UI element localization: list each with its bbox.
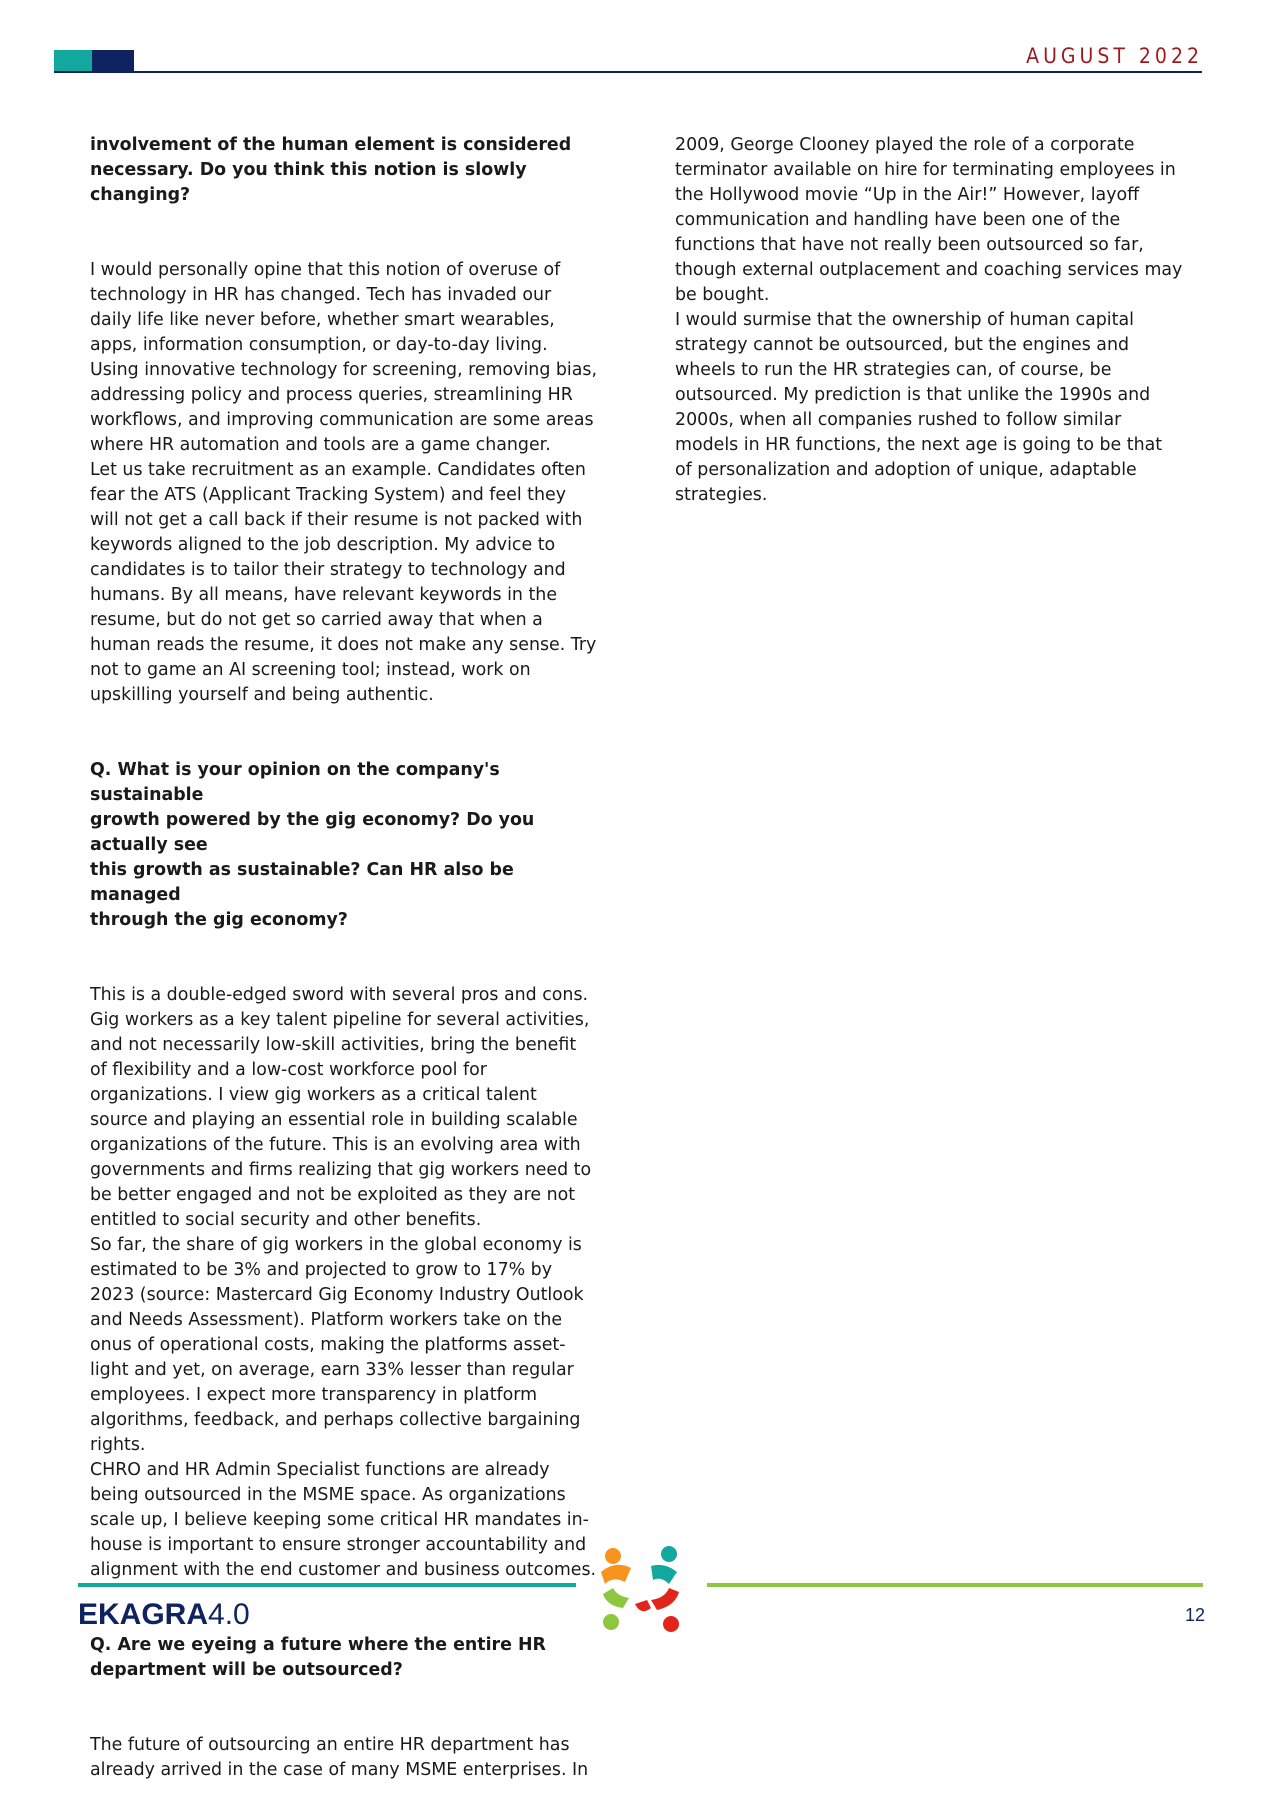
left-column (90, 108, 610, 1808)
answer-2: This is a double-edged sword with several pros and cons. Gig workers as a key talent pipeline for several activities, and not necessarily low-skill activities, bring the benefit of flexibility and a low-cost workforce pool for organizations. I view gig workers as a critical talent source and playing an essential role in building scalable organizations of the future. This is an evolving area with governments and firms realizing that gig workers need to be better engaged and not be exploited as they are not entitled to social security and other benefits. So far, the share of gig workers in the global economy is estimated to be 3% and projected to grow to 17% by 2023 (source: Mastercard Gig Economy Industry Outlook and Needs Assessment). Platform workers take on the onus of operational costs, making the platforms asset- light and yet, on average, earn 33% lesser than regular employees. I expect more transparency in platform algorithms, feedback, and perhaps collective bargaining rights. CHRO and HR Admin Specialist functions are already being outsourced in the MSME space. As organizations scale up, I believe keeping some critical HR mandates in- house is important to ensure stronger accountability and alignment with the end customer and business outcomes. (90, 985, 597, 1580)
header-accent-teal (54, 50, 92, 72)
question-1-continuation: involvement of the human element is considered necessary. Do you think this notion is slowly changing? (90, 135, 572, 205)
page-number: 12 (1184, 1605, 1205, 1625)
answer-3-continuation: 2009, George Clooney played the role of a corporate terminator available on hire for terminating employees in the Hollywood movie “Up in the Air!” However, layoff communication and handling have been one of the functions that have not really been outsourced so far, though external outplacement and coaching services may be bought. I would surmise that the ownership of human capital strategy cannot be outsourced, but the engines and wheels to run the HR strategies can, of course, be outsourced. My prediction is that unlike the 1990s and 2000s, when all companies rushed to follow similar models in HR functions, the next age is going to be that of personalization and adoption of unique, adaptable strategies. (675, 135, 1183, 505)
footer-rule-green (707, 1583, 1203, 1587)
people-circle-logo-icon (595, 1542, 687, 1634)
question-3: Q. Are we eyeing a future where the entire HR department will be outsourced? (90, 1635, 546, 1680)
issue-date: AUGUST 2022 (1026, 44, 1203, 68)
brand-name: EKAGRA (78, 1598, 209, 1631)
header-rule (54, 71, 1202, 73)
brand-wordmark (78, 1598, 250, 1632)
header-accent-navy (92, 50, 134, 72)
footer-rule-teal (78, 1583, 576, 1587)
brand-version: 4.0 (208, 1598, 250, 1631)
answer-1: I would personally opine that this notion of overuse of technology in HR has changed. Tech has invaded our daily life like never before, whether smart wearables, apps, information consumption, or day-to-day living. Using innovative technology for screening, removing bias, addressing policy and process queries, streamlining HR workflows, and improving communication are some areas where HR automation and tools are a game changer. Let us take recruitment as an example. Candidates often fear the ATS (Applicant Tracking System) and feel they will not get a call back if their resume is not packed with keywords aligned to the job description. My advice to candidates is to tailor their strategy to technology and humans. By all means, have relevant keywords in the resume, but do not get so carried away that when a human reads the resume, it does not make any sense. Try not to game an AI screening tool; instead, work on upskilling yourself and being authentic. (90, 260, 598, 705)
right-column (675, 108, 1215, 533)
question-2: Q. What is your opinion on the company's sustainable growth powered by the gig economy? Do you actually see this growth as sustainable? Can HR also be managed through the gig economy? (90, 760, 535, 930)
answer-3-start: The future of outsourcing an entire HR department has already arrived in the case of many MSME enterprises. In (90, 1735, 589, 1780)
